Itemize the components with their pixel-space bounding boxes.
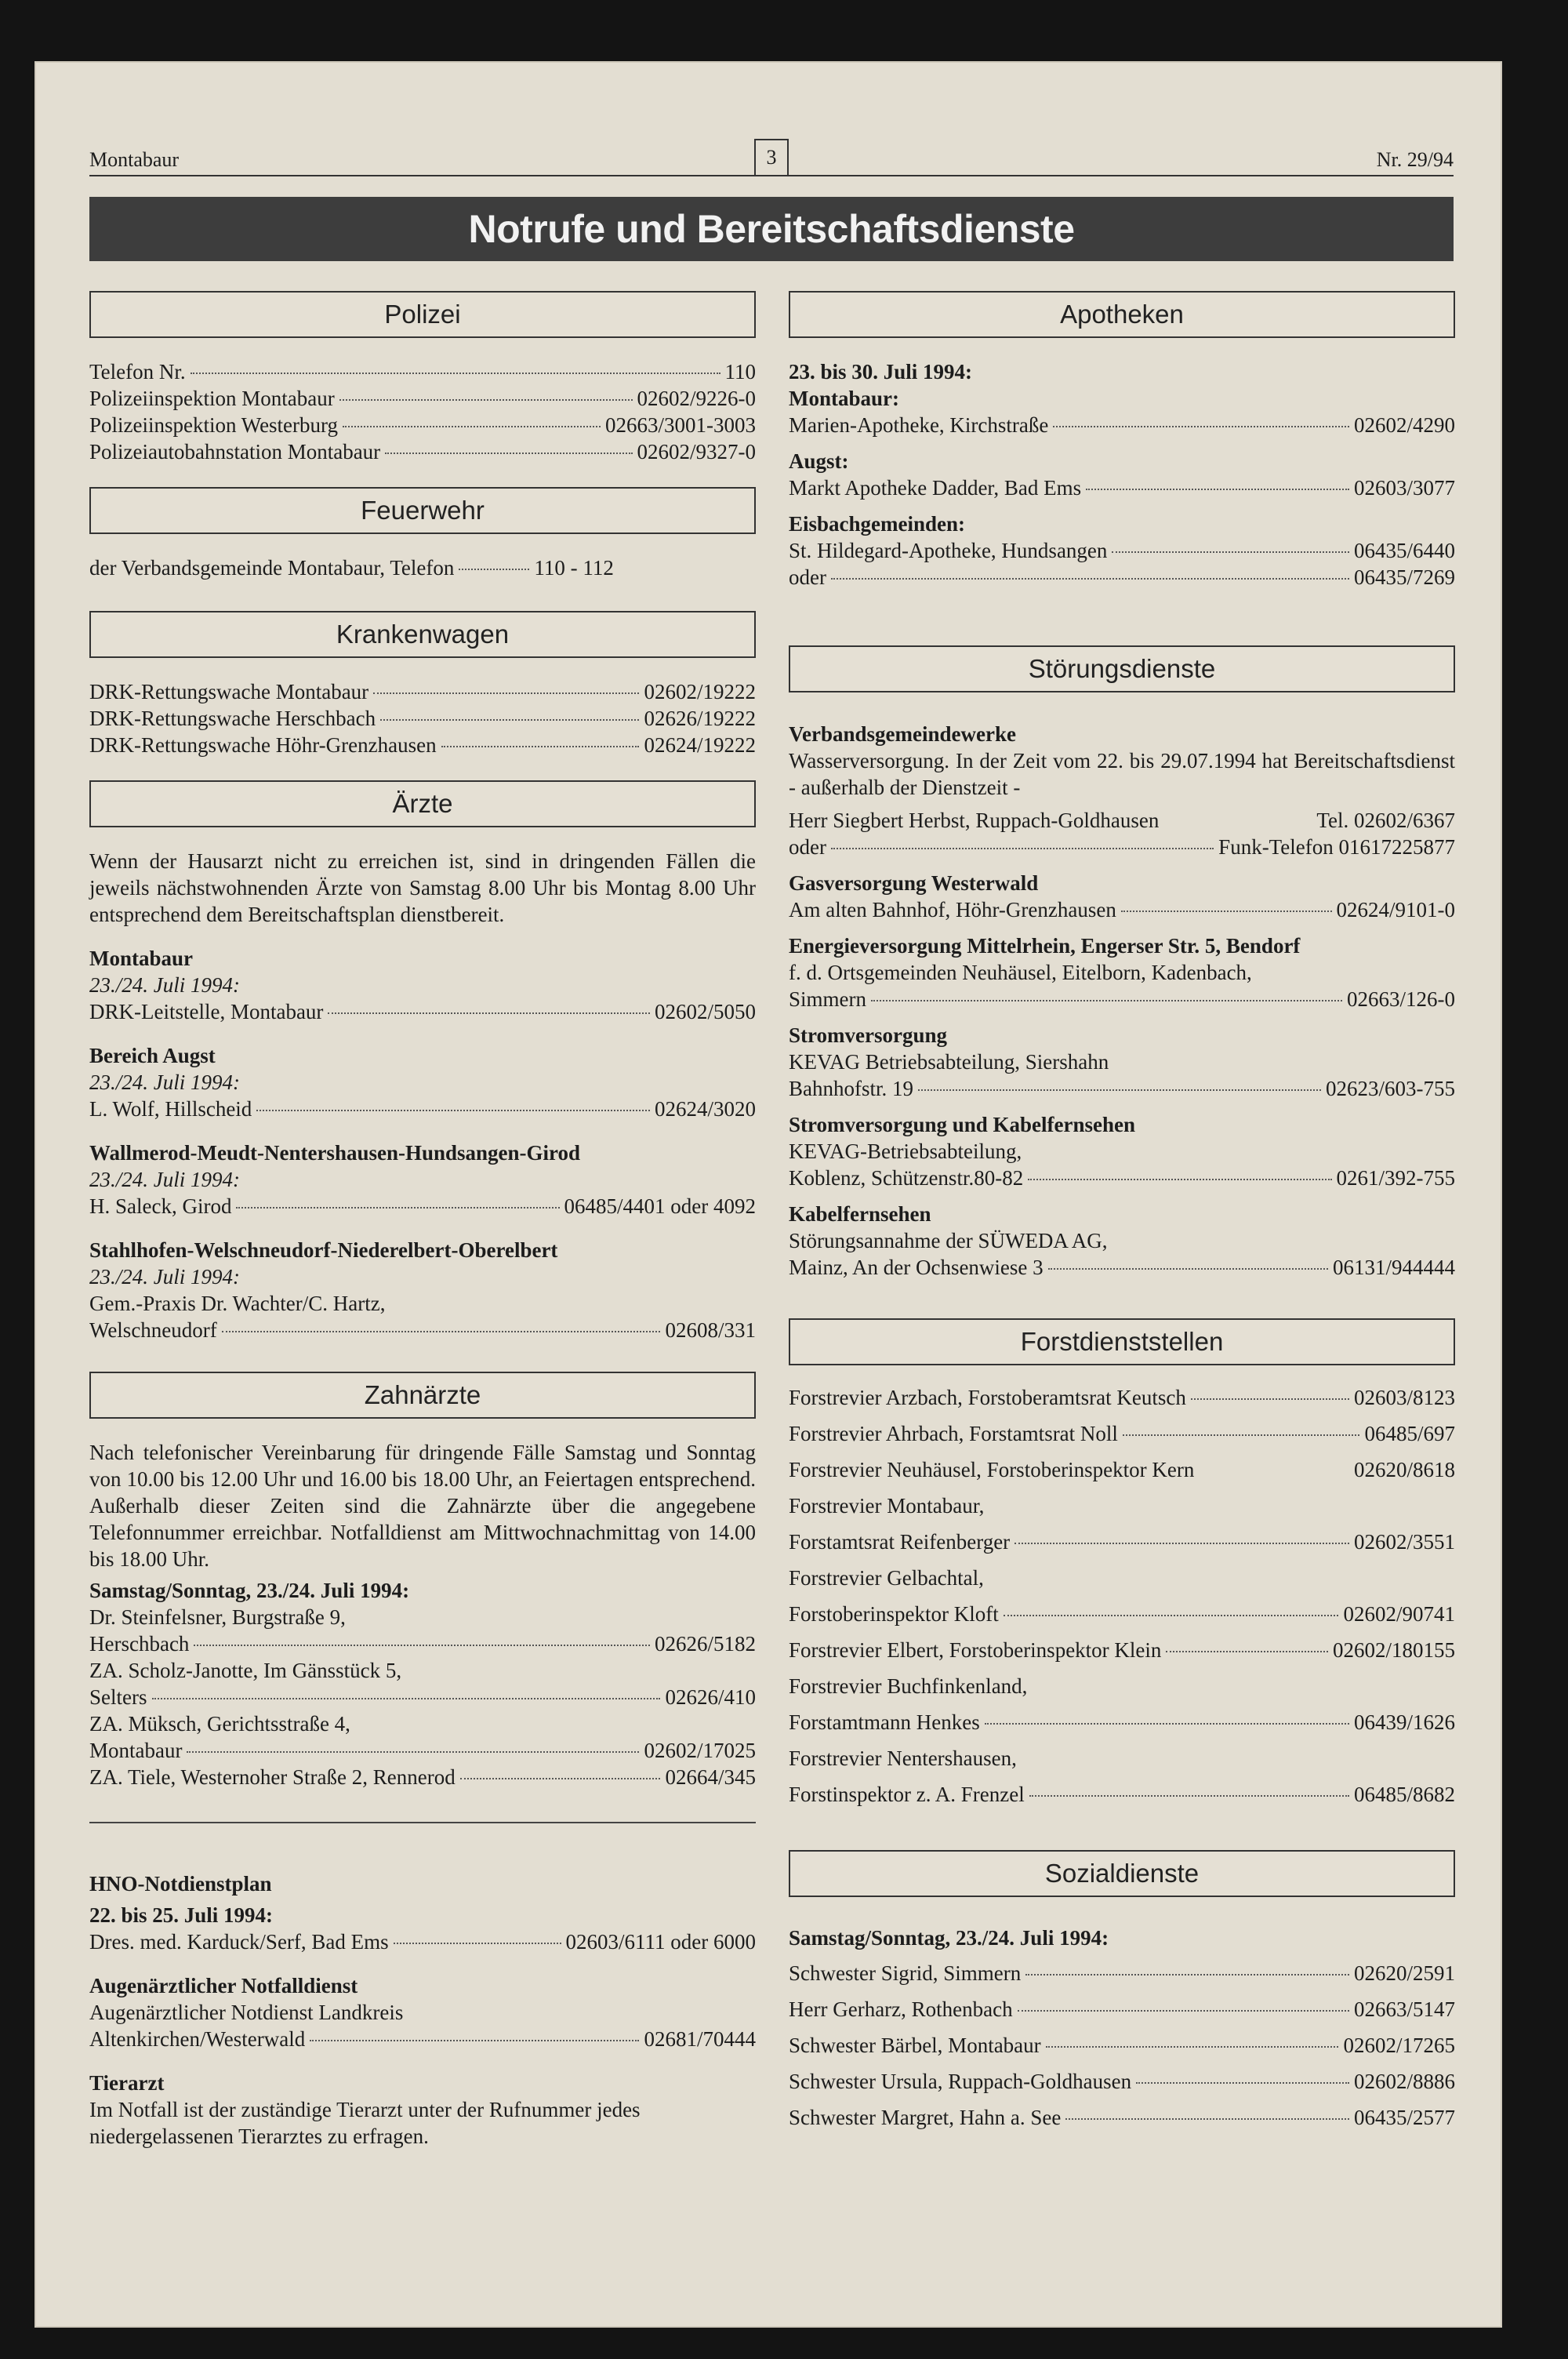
stoerung-vg-person: Herr Siegbert Herbst, Ruppach-Goldhausen bbox=[789, 809, 1160, 832]
polizei-heading: Polizei bbox=[89, 291, 756, 338]
zahnaerzte-line: ZA. Müksch, Gerichtsstraße 4, bbox=[89, 1712, 350, 1736]
stoerung-entry-name: Energieversorgung Mittelrhein, Engerser Str. 5, Bendorf bbox=[789, 934, 1301, 958]
hno-heading: HNO-Notdienstplan bbox=[89, 1872, 272, 1896]
list-item: L. Wolf, Hillscheid 02624/3020 bbox=[89, 1097, 756, 1121]
page-title: Notrufe und Bereitschaftsdienste bbox=[89, 197, 1454, 261]
stoerung-entry-line: KEVAG-Betriebsabteilung, bbox=[789, 1140, 1022, 1163]
list-item: Am alten Bahnhof, Höhr-Grenzhausen 02624/9101-0 bbox=[789, 898, 1455, 921]
augen-heading: Augenärztlicher Notfalldienst bbox=[89, 1974, 358, 1997]
aerzte-heading: Ärzte bbox=[89, 780, 756, 827]
list-item: Forstoberinspektor Kloft 02602/90741 bbox=[789, 1602, 1455, 1626]
list-item: oder 06435/7269 bbox=[789, 565, 1455, 589]
forst-list bbox=[789, 1379, 1455, 1812]
list-item: Forstrevier Ahrbach, Forstamtsrat Noll 06485/697 bbox=[789, 1422, 1455, 1445]
list-item: Schwester Margret, Hahn a. See 06435/2577 bbox=[789, 2106, 1455, 2129]
tierarzt-heading: Tierarzt bbox=[89, 2071, 165, 2095]
aerzte-group-name: Stahlhofen-Welschneudorf-Niederelbert-Oberelbert bbox=[89, 1238, 558, 1262]
list-item: Marien-Apotheke, Kirchstraße 02602/4290 bbox=[789, 413, 1455, 437]
newspaper-page bbox=[34, 61, 1502, 2328]
krankenwagen-heading: Krankenwagen bbox=[89, 611, 756, 658]
aerzte-group-name: Wallmerod-Meudt-Nentershausen-Hundsangen-Girod bbox=[89, 1141, 581, 1165]
hno-date: 22. bis 25. Juli 1994: bbox=[89, 1903, 274, 1927]
stoerung-vg-tel: Tel. 02602/6367 bbox=[1316, 809, 1455, 832]
list-item: Forstinspektor z. A. Frenzel 06485/8682 bbox=[789, 1783, 1455, 1806]
zahnaerzte-intro: Nach telefonischer Vereinbarung für dringende Fälle Samstag und Sonntag von 10.00 bis 12.00 Uhr und 16.00 bis 18.00 Uhr, an Feiertagen entsprechend. Außerhalb dieser Zeiten sind die Zahnärzte über die angegebene Telefonnummer erreichbar. Notfalldienst am Mittwochnachmittag von 14.00 bis 18.00 Uhr. bbox=[89, 1441, 756, 1571]
stoerung-entry-name: Stromversorgung bbox=[789, 1023, 947, 1047]
running-header bbox=[89, 144, 1454, 176]
header-place: Montabaur bbox=[89, 148, 180, 171]
divider bbox=[89, 1822, 756, 1823]
list-item: Herschbach 02626/5182 bbox=[89, 1632, 756, 1656]
stoerung-entry-name: Gasversorgung Westerwald bbox=[789, 871, 1039, 895]
list-item: Polizeiautobahnstation Montabaur 02602/9327-0 bbox=[89, 440, 756, 463]
aerzte-group-date: 23./24. Juli 1994: bbox=[89, 1265, 240, 1289]
stoerung-entry-line: KEVAG Betriebsabteilung, Siershahn bbox=[789, 1050, 1109, 1074]
list-item: Forstamtsrat Reifenberger 02602/3551 bbox=[789, 1530, 1455, 1554]
zahnaerzte-heading: Zahnärzte bbox=[89, 1372, 756, 1419]
list-item: Bahnhofstr. 19 02623/603-755 bbox=[789, 1077, 1455, 1100]
aerzte-group-date: 23./24. Juli 1994: bbox=[89, 973, 240, 997]
aerzte-group-name: Montabaur bbox=[89, 947, 194, 970]
polizei-list bbox=[89, 358, 756, 465]
list-item: Schwester Sigrid, Simmern 02620/2591 bbox=[789, 1961, 1455, 1985]
list-item: Markt Apotheke Dadder, Bad Ems 02603/3077 bbox=[789, 476, 1455, 500]
zahnaerzte-line: Dr. Steinfelsner, Burgstraße 9, bbox=[89, 1605, 346, 1629]
sozial-date: Samstag/Sonntag, 23./24. Juli 1994: bbox=[789, 1926, 1109, 1950]
list-item: Polizeiinspektion Montabaur 02602/9226-0 bbox=[89, 387, 756, 410]
list-item: oder Funk-Telefon 01617225877 bbox=[789, 835, 1455, 859]
list-item: Schwester Bärbel, Montabaur 02602/17265 bbox=[789, 2034, 1455, 2057]
list-item: Welschneudorf 02608/331 bbox=[89, 1318, 756, 1342]
aerzte-intro: Wenn der Hausarzt nicht zu erreichen ist, sind in dringenden Fällen die jeweils nächstwohnenden Ärzte von Samstag 8.00 Uhr bis Montag 8.00 Uhr entsprechend dem Bereitschaftsplan dienstbereit. bbox=[89, 849, 756, 926]
zahnaerzte-line: ZA. Scholz-Janotte, Im Gänsstück 5, bbox=[89, 1659, 402, 1682]
list-item: Herr Gerharz, Rothenbach 02663/5147 bbox=[789, 1997, 1455, 2021]
list-item: ZA. Tiele, Westernoher Straße 2, Rennerod 02664/345 bbox=[89, 1765, 756, 1789]
list-item: Schwester Ursula, Ruppach-Goldhausen 02602/8886 bbox=[789, 2070, 1455, 2093]
list-item: Polizeiinspektion Westerburg 02663/3001-3003 bbox=[89, 413, 756, 437]
list-item: Mainz, An der Ochsenwiese 3 06131/944444 bbox=[789, 1256, 1455, 1279]
list-item: Forstrevier Neuhäusel, Forstoberinspektor Kern 02620/8618 bbox=[789, 1458, 1455, 1481]
list-item: Dres. med. Karduck/Serf, Bad Ems 02603/6111 oder 6000 bbox=[89, 1930, 756, 1954]
sozial-list bbox=[789, 1955, 1455, 2135]
list-item: Forstrevier Nentershausen, bbox=[789, 1747, 1017, 1770]
list-item: DRK-Rettungswache Höhr-Grenzhausen 02624/19222 bbox=[89, 733, 756, 757]
zahnaerzte-date: Samstag/Sonntag, 23./24. Juli 1994: bbox=[89, 1579, 410, 1602]
list-item: Forstamtmann Henkes 06439/1626 bbox=[789, 1710, 1455, 1734]
augen-line: Augenärztlicher Notdienst Landkreis bbox=[89, 2001, 404, 2024]
list-item: St. Hildegard-Apotheke, Hundsangen 06435/6440 bbox=[789, 539, 1455, 562]
issue-number: Nr. 29/94 bbox=[1376, 148, 1454, 171]
aerzte-group-date: 23./24. Juli 1994: bbox=[89, 1168, 240, 1191]
list-item: DRK-Leitstelle, Montabaur 02602/5050 bbox=[89, 1000, 756, 1023]
list-item: Forstrevier Montabaur, bbox=[789, 1494, 985, 1518]
aerzte-group-name: Bereich Augst bbox=[89, 1044, 216, 1067]
stoerung-vg-name: Verbandsgemeindewerke bbox=[789, 722, 1016, 746]
list-item: Forstrevier Elbert, Forstoberinspektor Klein 02602/180155 bbox=[789, 1638, 1455, 1662]
list-item: H. Saleck, Girod 06485/4401 oder 4092 bbox=[89, 1194, 756, 1218]
apotheken-group-name: Augst: bbox=[789, 449, 849, 473]
apotheken-heading: Apotheken bbox=[789, 291, 1455, 338]
stoerung-vg-text: Wasserversorgung. In der Zeit vom 22. bis 29.07.1994 hat Bereitschaftsdienst - außerhalb der Dienstzeit - bbox=[789, 749, 1455, 799]
forst-heading: Forstdienststellen bbox=[789, 1318, 1455, 1365]
sozial-heading: Sozialdienste bbox=[789, 1850, 1455, 1897]
list-item: Koblenz, Schützenstr.80-82 0261/392-755 bbox=[789, 1166, 1455, 1190]
list-item: Telefon Nr. 110 bbox=[89, 360, 756, 383]
left-column bbox=[89, 280, 756, 2150]
stoerung-entry-line: f. d. Ortsgemeinden Neuhäusel, Eitelborn, Kadenbach, bbox=[789, 961, 1252, 984]
right-column bbox=[789, 280, 1455, 2135]
apotheken-date: 23. bis 30. Juli 1994: bbox=[789, 360, 973, 383]
list-item: Forstrevier Arzbach, Forstoberamtsrat Keutsch 02603/8123 bbox=[789, 1386, 1455, 1409]
list-item: Forstrevier Buchfinkenland, bbox=[789, 1674, 1028, 1698]
stoerung-entry-line: Störungsannahme der SÜWEDA AG, bbox=[789, 1229, 1108, 1252]
aerzte-group-date: 23./24. Juli 1994: bbox=[89, 1070, 240, 1094]
stoerung-entry-name: Kabelfernsehen bbox=[789, 1202, 931, 1226]
stoerung-entry-name: Stromversorgung und Kabelfernsehen bbox=[789, 1113, 1136, 1136]
list-item: Selters 02626/410 bbox=[89, 1685, 756, 1709]
list-item: Montabaur 02602/17025 bbox=[89, 1739, 756, 1762]
apotheken-group-name: Eisbachgemeinden: bbox=[789, 512, 966, 536]
list-item: Altenkirchen/Westerwald 02681/70444 bbox=[89, 2027, 756, 2051]
list-item: der Verbandsgemeinde Montabaur, Telefon 110 - 112 bbox=[89, 556, 614, 580]
list-item: Forstrevier Gelbachtal, bbox=[789, 1566, 984, 1590]
apotheken-group-name: Montabaur: bbox=[789, 387, 899, 410]
list-item: DRK-Rettungswache Herschbach 02626/19222 bbox=[89, 707, 756, 730]
list-item: Simmern 02663/126-0 bbox=[789, 987, 1455, 1011]
page-number: 3 bbox=[754, 139, 789, 176]
aerzte-group-line: Gem.-Praxis Dr. Wachter/C. Hartz, bbox=[89, 1292, 386, 1315]
tierarzt-text: Im Notfall ist der zuständige Tierarzt unter der Rufnummer jedes niedergelassenen Tierarztes zu erfragen. bbox=[89, 2098, 641, 2148]
stoerung-heading: Störungsdienste bbox=[789, 645, 1455, 692]
stoerung-vg-person-line bbox=[789, 807, 1455, 834]
list-item: DRK-Rettungswache Montabaur 02602/19222 bbox=[89, 680, 756, 703]
feuerwehr-heading: Feuerwehr bbox=[89, 487, 756, 534]
